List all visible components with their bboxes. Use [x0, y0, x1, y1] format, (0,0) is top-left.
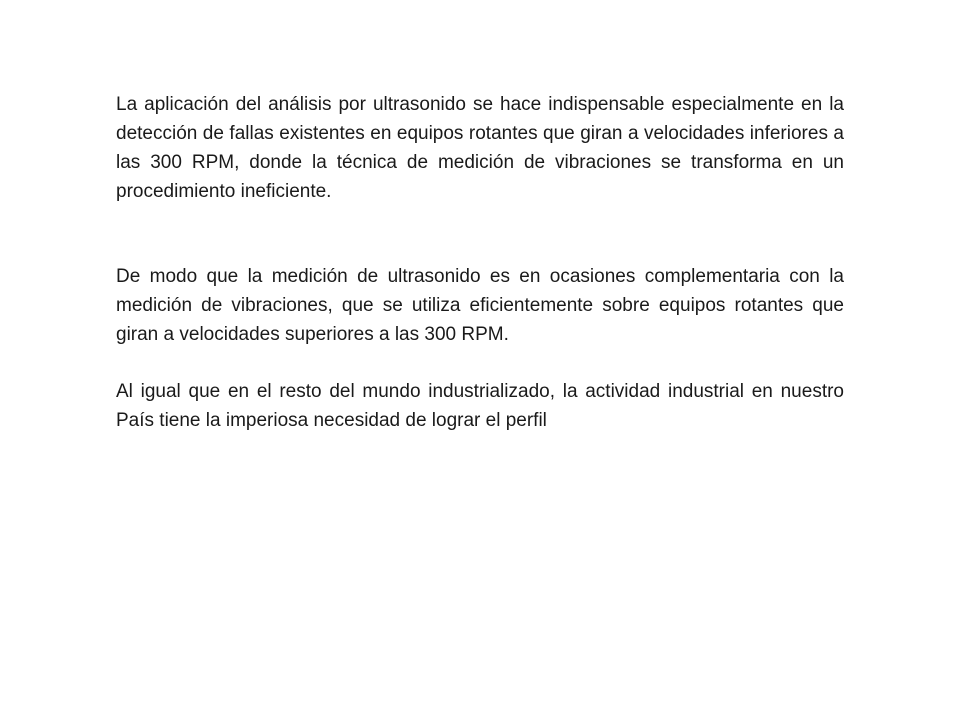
paragraph-industrial-need: Al igual que en el resto del mundo industrializado, la actividad industrial en nuestro País tiene la imperiosa necesidad de lograr el perfil — [116, 381, 844, 431]
paragraph-complementary-measurement: De modo que la medición de ultrasonido es en ocasiones complementaria con la medición de vibraciones, que se utiliza eficientemente sobre equipos rotantes que giran a velocidades superiores a las 300 RPM. — [116, 266, 844, 345]
paragraph-ultrasound-application: La aplicación del análisis por ultrasonido se hace indispensable especialmente en la detección de fallas existentes en equipos rotantes que giran a velocidades inferiores a las 300 RPM, donde la técnica de medición de vibraciones se transforma en un procedimiento ineficiente. — [116, 94, 844, 202]
